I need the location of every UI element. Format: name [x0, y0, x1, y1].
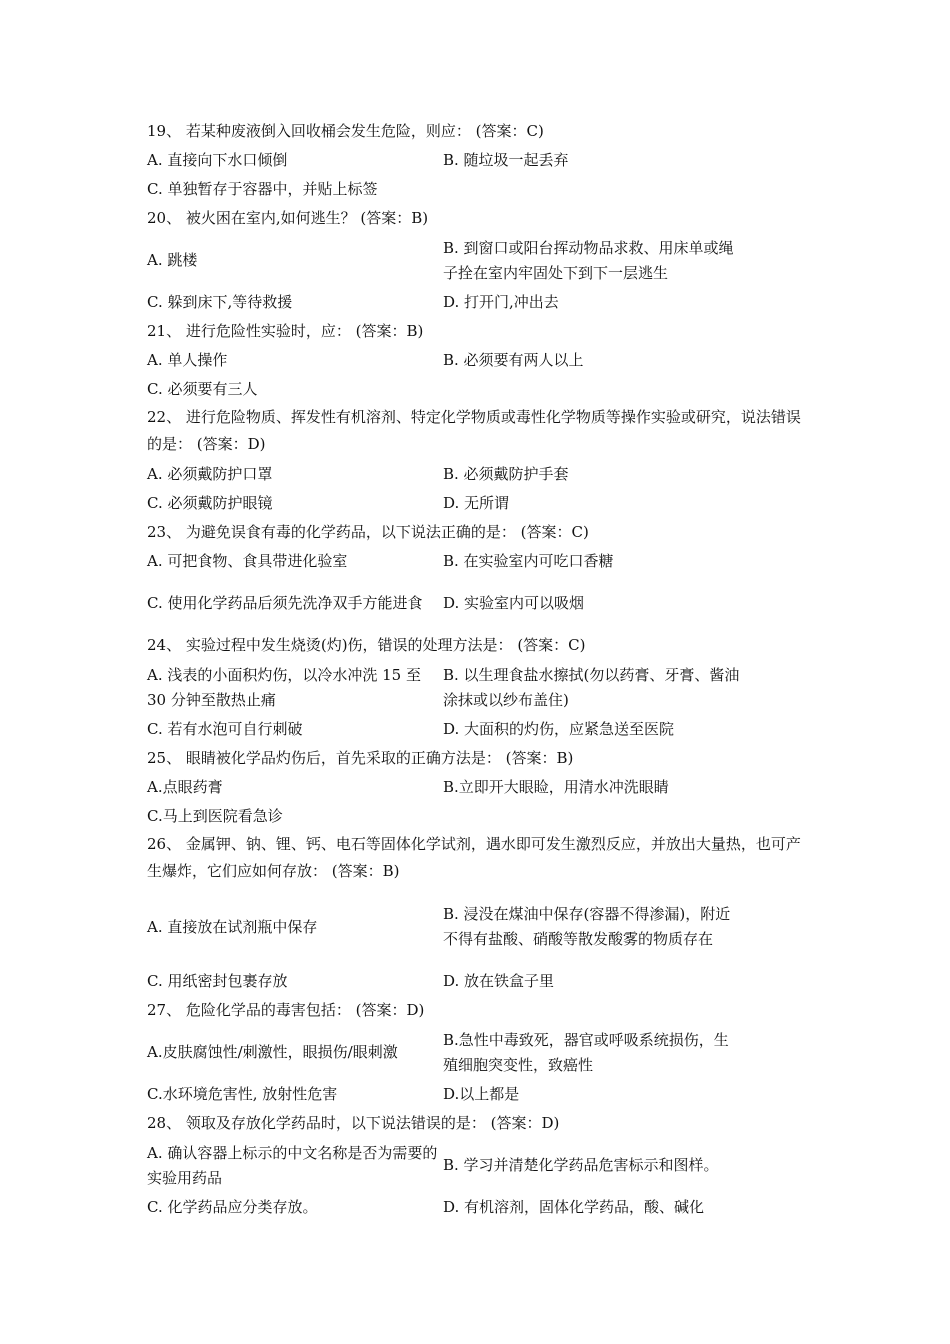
option-b: B.立即开大眼睑，用清水冲洗眼睛 — [443, 778, 669, 796]
question-stem: 27、 危险化学品的毒害包括： (答案：D) — [147, 1001, 425, 1019]
option-c: C.马上到医院看急诊 — [147, 807, 283, 825]
option-row — [147, 1080, 812, 1109]
option-b: B. 在实验室内可吃口香糖 — [443, 552, 614, 570]
option-c: C. 必须戴防护眼镜 — [147, 494, 273, 512]
option-b: B. 到窗口或阳台挥动物品求救、用床单或绳子拴在室内牢固处下到下一层逃生 — [443, 238, 734, 282]
option-row — [147, 715, 812, 744]
question-stem: 24、 实验过程中发生烧烫(灼)伤，错误的处理方法是： (答案：C) — [147, 636, 586, 654]
question-stem: 28、 领取及存放化学药品时，以下说法错误的是： (答案：D) — [147, 1114, 560, 1132]
option-d: D. 有机溶剂，固体化学药品，酸、碱化 — [443, 1198, 705, 1216]
option-b: B. 随垃圾一起丢弃 — [443, 151, 569, 169]
option-c: C.水环境危害性, 放射性危害 — [147, 1085, 338, 1103]
option-c: C. 躲到床下,等待救援 — [147, 293, 293, 311]
option-row — [147, 233, 812, 288]
option-d: D. 打开门,冲出去 — [443, 293, 559, 311]
option-a: A.点眼药膏 — [147, 778, 223, 796]
question-stem: 22、 进行危险物质、挥发性有机溶剂、特定化学物质或毒性化学物质等操作实验或研究，说法错误的是： (答案：D) — [147, 408, 801, 453]
option-a: A. 跳楼 — [147, 251, 198, 269]
option-row — [147, 773, 812, 802]
option-d: D. 无所谓 — [443, 494, 510, 512]
question-stem: 26、 金属钾、钠、锂、钙、电石等固体化学试剂，遇水即可发生激烈反应，并放出大量热，也可产生爆炸，它们应如何存放： (答案：B) — [147, 835, 801, 880]
option-d: D. 大面积的灼伤，应紧急送至医院 — [443, 720, 675, 738]
option-c: C. 必须要有三人 — [147, 380, 258, 398]
question-stem: 19、 若某种废液倒入回收桶会发生危险，则应： (答案：C) — [147, 122, 544, 140]
option-b: B. 学习并清楚化学药品危害标示和图样。 — [443, 1156, 719, 1174]
question-list — [147, 117, 812, 1222]
option-row — [147, 375, 812, 404]
option-row — [147, 346, 812, 375]
option-a: A. 浅表的小面积灼伤，以冷水冲洗 15 至 30 分钟至散热止痛 — [147, 665, 421, 709]
option-row — [147, 660, 812, 715]
option-a: A. 直接向下水口倾倒 — [147, 151, 288, 169]
question-stem: 25、 眼睛被化学品灼伤后，首先采取的正确方法是： (答案：B) — [147, 749, 574, 767]
option-a: A. 单人操作 — [147, 351, 228, 369]
question-stem: 20、 被火困在室内,如何逃生？ (答案：B) — [147, 209, 429, 227]
option-c: C. 若有水泡可自行刺破 — [147, 720, 303, 738]
option-row — [147, 146, 812, 175]
option-row — [147, 489, 812, 518]
option-row — [147, 802, 812, 831]
option-row — [147, 576, 812, 631]
option-a: A. 必须戴防护口罩 — [147, 465, 273, 483]
option-b: B. 浸没在煤油中保存(容器不得渗漏)，附近不得有盐酸、硝酸等散发酸雾的物质存在 — [443, 905, 731, 948]
option-row — [147, 1138, 812, 1193]
option-a: A. 可把食物、食具带进化验室 — [147, 552, 348, 570]
option-a: A. 确认容器上标示的中文名称是否为需要的实验用药品 — [147, 1143, 438, 1187]
option-row — [147, 175, 812, 204]
option-row — [147, 1193, 812, 1222]
option-b: B. 必须戴防护手套 — [443, 465, 569, 483]
option-a: A. 直接放在试剂瓶中保存 — [147, 917, 318, 936]
option-c: C. 单独暂存于容器中，并贴上标签 — [147, 180, 378, 198]
option-c: C. 使用化学药品后须先洗净双手方能进食 — [147, 594, 423, 612]
option-d: D. 实验室内可以吸烟 — [443, 594, 585, 612]
option-c: C. 化学药品应分类存放。 — [147, 1198, 318, 1216]
question-stem: 23、 为避免误食有毒的化学药品，以下说法正确的是： (答案：C) — [147, 523, 589, 541]
option-row — [147, 460, 812, 489]
option-c: C. 用纸密封包裹存放 — [147, 972, 288, 990]
option-row — [147, 887, 812, 967]
option-a: A.皮肤腐蚀性/刺激性，眼损伤/眼刺激 — [147, 1043, 398, 1061]
option-row — [147, 547, 812, 576]
option-row — [147, 967, 812, 996]
option-row — [147, 1025, 812, 1080]
option-b: B. 必须要有两人以上 — [443, 351, 584, 369]
question-stem: 21、 进行危险性实验时，应： (答案：B) — [147, 322, 424, 340]
option-row — [147, 288, 812, 317]
option-b: B.急性中毒致死，器官或呼吸系统损伤，生殖细胞突变性，致癌性 — [443, 1030, 729, 1074]
option-d: D.以上都是 — [443, 1085, 520, 1103]
option-b: B. 以生理食盐水擦拭(勿以药膏、牙膏、酱油涂抹或以纱布盖住) — [443, 665, 740, 709]
option-d: D. 放在铁盒子里 — [443, 972, 555, 990]
